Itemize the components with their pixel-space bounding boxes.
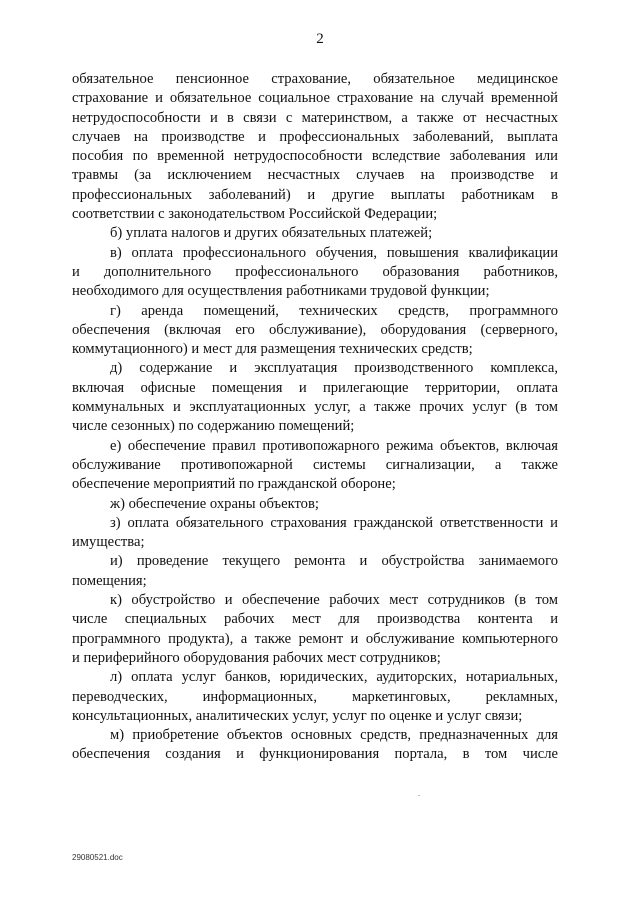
text-line: ж) обеспечение охраны объектов; xyxy=(110,495,319,512)
text-line: консультационных, аналитических услуг, услуг по оценке и услуг связи; xyxy=(72,707,523,724)
text-line: и) проведение текущего ремонта и обустройства занимаемого xyxy=(110,553,558,570)
text-line: включая офисные помещения и прилегающие территории, оплата xyxy=(72,379,558,396)
text-line: м) приобретение объектов основных средств, предназначенных для xyxy=(110,727,558,744)
text-line: обеспечения создания и функционирования портала, в том числе xyxy=(72,746,558,763)
text-line: з) оплата обязательного страхования гражданской ответственности и xyxy=(110,514,558,531)
footer-filename: 29080521.doc xyxy=(72,853,123,862)
text-line: д) содержание и эксплуатация производственного комплекса, xyxy=(110,360,558,377)
text-line: е) обеспечение правил противопожарного режима объектов, включая xyxy=(110,437,558,454)
text-line: травмы (за исключением несчастных случаев на производстве и xyxy=(72,167,558,184)
text-line: л) оплата услуг банков, юридических, аудиторских, нотариальных, xyxy=(110,669,558,686)
text-line: страхование и обязательное социальное страхование на случай временной xyxy=(72,90,558,107)
text-line: и периферийного оборудования рабочих мест сотрудников; xyxy=(72,649,441,666)
text-line: б) уплата налогов и других обязательных платежей; xyxy=(110,225,433,242)
text-line: г) аренда помещений, технических средств, программного xyxy=(110,302,558,319)
text-line: необходимого для осуществления работниками трудовой функции; xyxy=(72,283,490,300)
text-line: коммутационного) и мест для размещения технических средств; xyxy=(72,341,473,358)
text-line: пособия по временной нетрудоспособности вследствие заболевания или xyxy=(72,148,558,165)
document-body xyxy=(72,70,558,765)
text-line: обслуживание противопожарной системы сигнализации, а также xyxy=(72,456,558,473)
text-line: обеспечение мероприятий по гражданской обороне; xyxy=(72,476,396,493)
text-line: коммунальных и эксплуатационных услуг, а также прочих услуг (в том xyxy=(72,399,558,416)
text-line: числе специальных рабочих мест для производства контента и xyxy=(72,611,558,628)
text-line: обеспечения (включая его обслуживание), оборудования (серверного, xyxy=(72,321,558,338)
text-line: числе сезонных) по содержанию помещений; xyxy=(72,418,355,435)
text-line: профессиональных заболеваний) и другие выплаты работникам в xyxy=(72,186,558,203)
text-line: и дополнительного профессионального образования работников, xyxy=(72,263,558,280)
page-number: 2 xyxy=(316,31,324,47)
text-line: переводческих, информационных, маркетинговых, рекламных, xyxy=(72,688,558,705)
text-line: к) обустройство и обеспечение рабочих мест сотрудников (в том xyxy=(110,592,558,609)
text-line: случаев на производстве и профессиональных заболеваний, выплата xyxy=(72,128,558,145)
text-line: помещения; xyxy=(72,572,147,589)
text-line: соответствии с законодательством Российской Федерации; xyxy=(72,206,438,223)
text-line: имущества; xyxy=(72,534,145,551)
text-line: нетрудоспособности и в связи с материнством, а также от несчастных xyxy=(72,109,558,126)
text-line: обязательное пенсионное страхование, обязательное медицинское xyxy=(72,71,558,87)
text-line: программного продукта), а также ремонт и обслуживание компьютерного xyxy=(72,630,558,647)
text-line: в) оплата профессионального обучения, повышения квалификации xyxy=(110,244,558,261)
scan-dot xyxy=(418,795,420,796)
